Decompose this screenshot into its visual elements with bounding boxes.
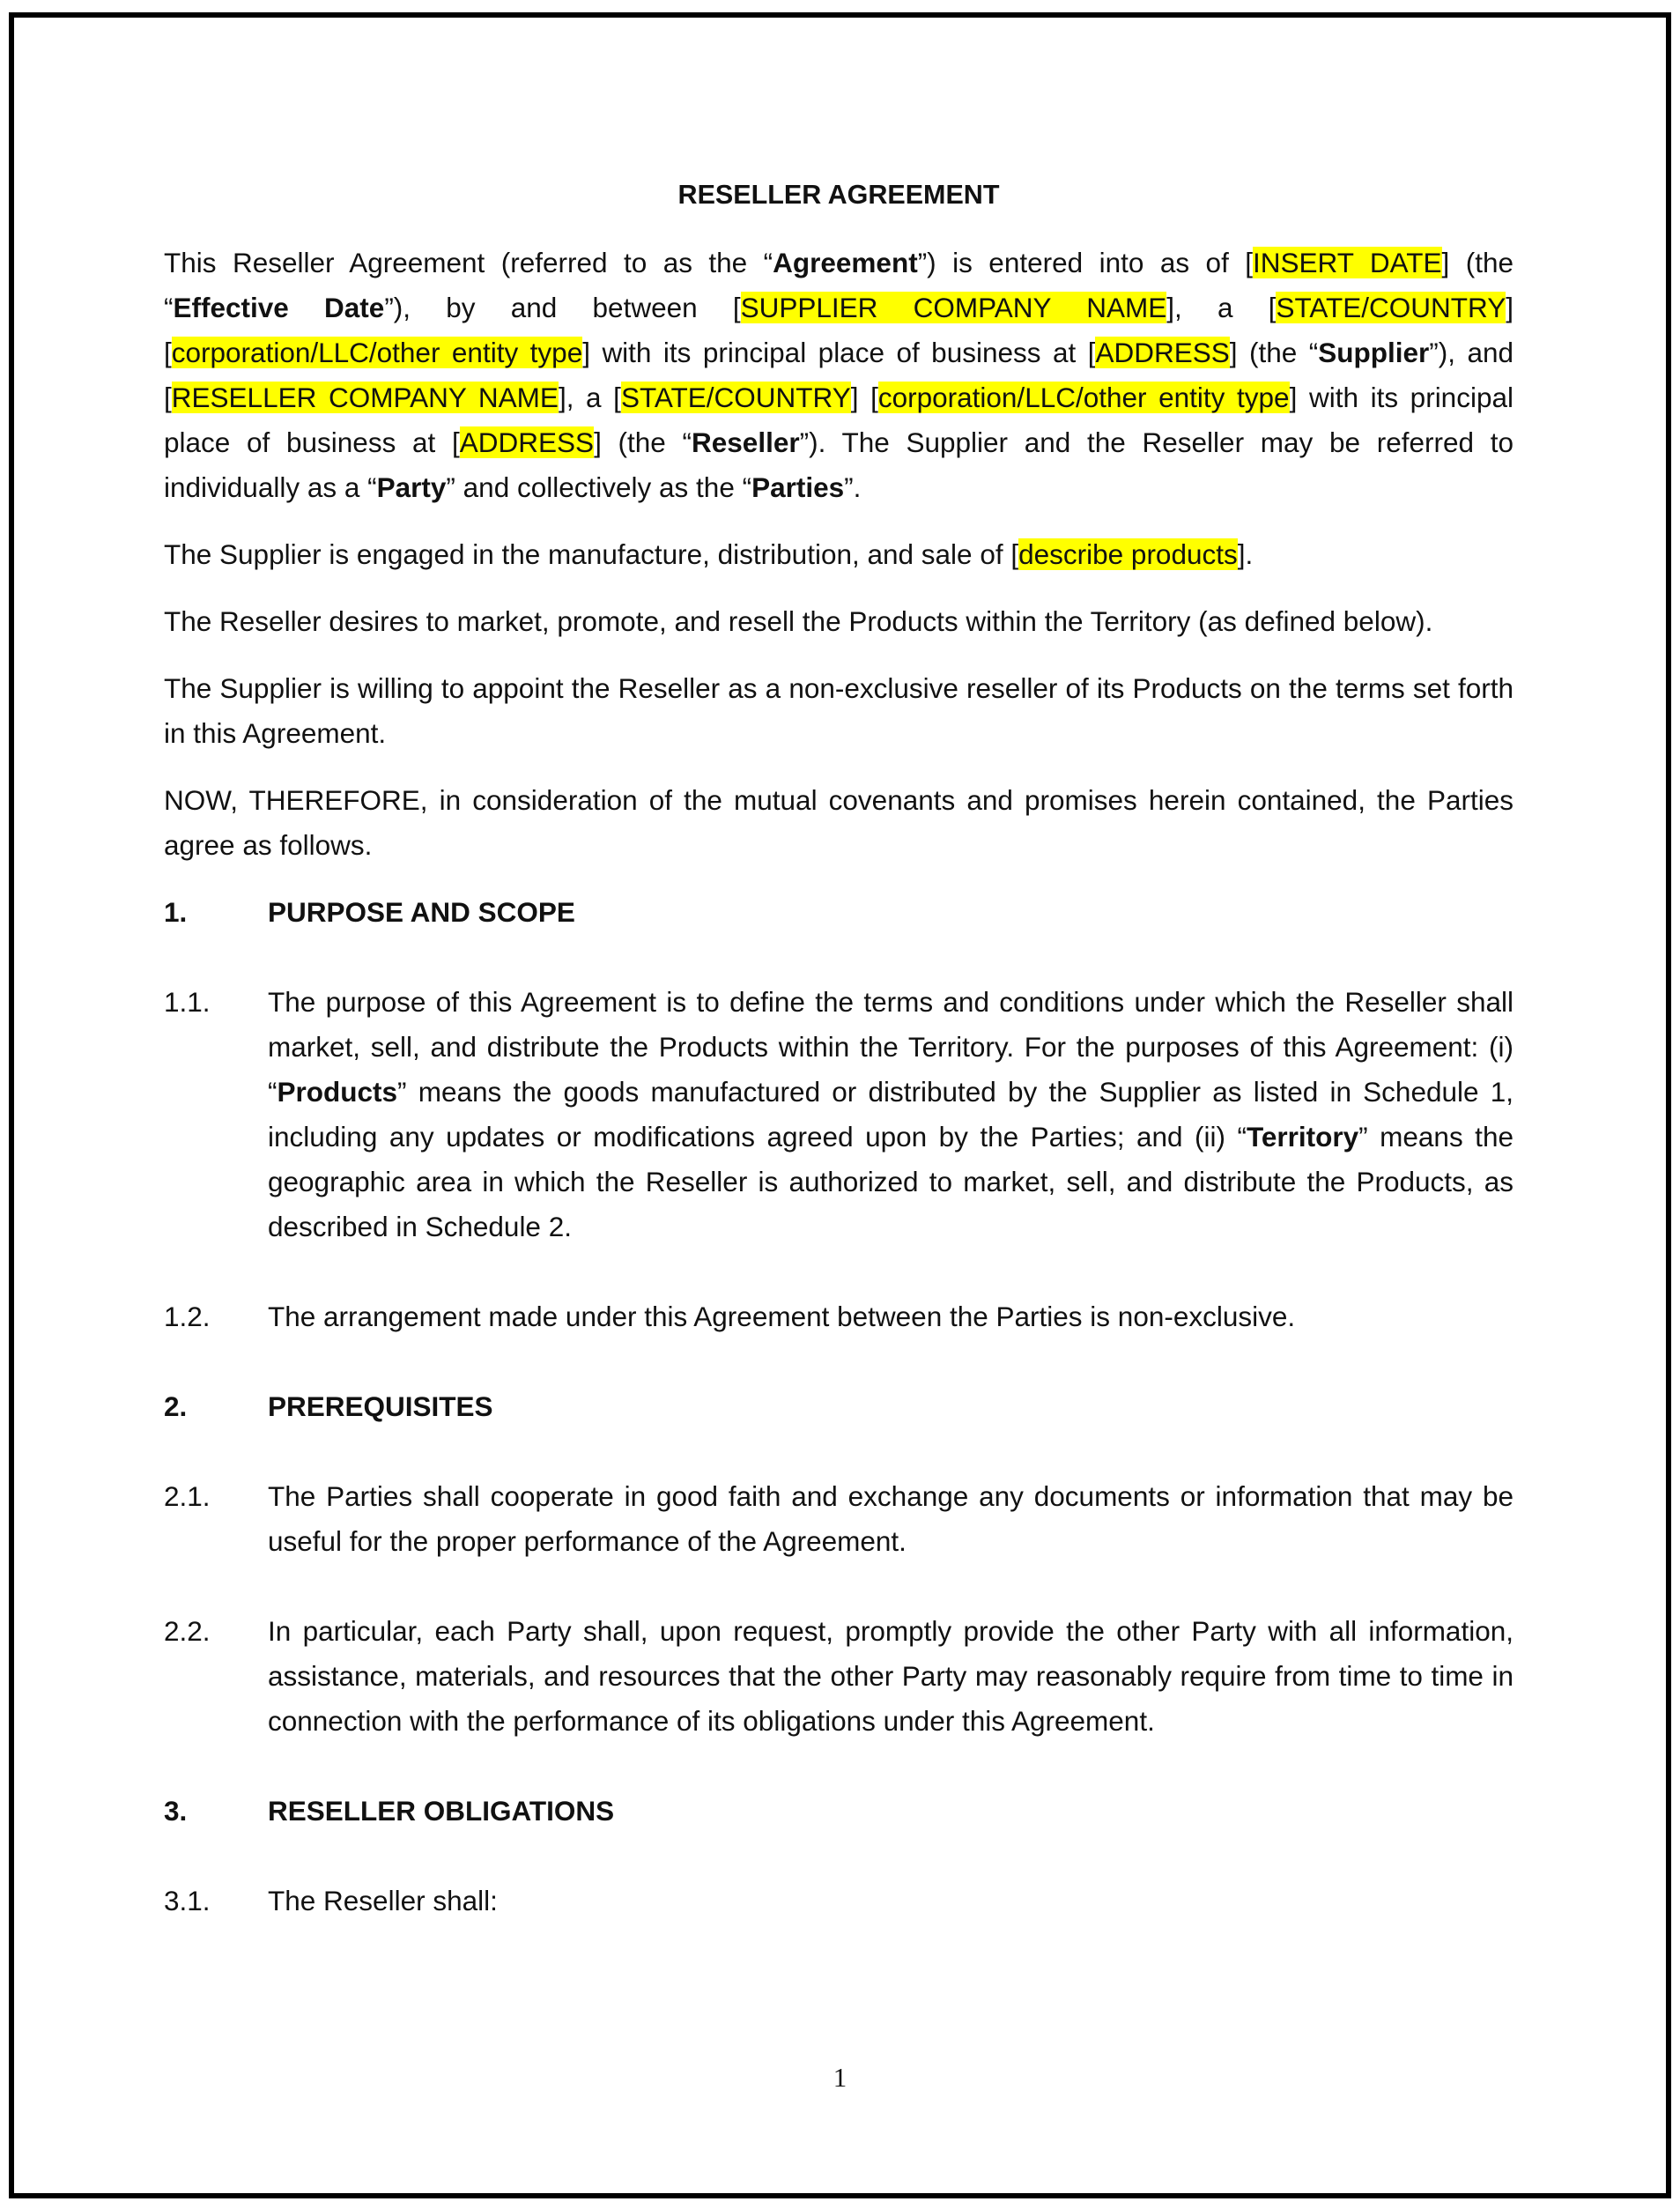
text-run: ”.	[844, 471, 862, 503]
clause-number: 2.1.	[164, 1480, 211, 1512]
clause	[164, 1474, 1513, 1564]
defined-term: Territory	[1246, 1121, 1359, 1153]
defined-term: Effective Date	[173, 292, 385, 323]
clause-number: 2.2.	[164, 1615, 211, 1647]
text-run: ] with its principal place of business at [	[164, 382, 1513, 458]
text-run: ] [	[850, 382, 878, 413]
recital-supplier: The Supplier is willing to appoint the Reseller as a non-exclusive reseller of its Products on the terms set forth in this Agreement.	[164, 672, 1513, 749]
clause	[164, 1294, 1513, 1339]
placeholder-field[interactable]: RESELLER COMPANY NAME	[171, 382, 559, 413]
text-run: ”). The Supplier and the Reseller may be referred to individually as a “	[164, 426, 1514, 503]
placeholder-field[interactable]: STATE/COUNTRY	[1276, 292, 1506, 323]
defined-term: Parties	[751, 471, 845, 503]
text-run: ] (the “	[164, 247, 1513, 323]
placeholder-field[interactable]: corporation/LLC/other entity type	[877, 382, 1290, 413]
clause-number: 1.2.	[164, 1301, 211, 1332]
text-run: ], a [	[558, 382, 621, 413]
clause	[164, 1609, 1513, 1744]
text-run: ”), and [	[164, 337, 1514, 413]
section-title: PREREQUISITES	[268, 1390, 493, 1422]
defined-term: Party	[376, 471, 447, 503]
section-heading	[164, 1384, 1513, 1429]
clause-number: 1.1.	[164, 986, 211, 1018]
clause-text: The Parties shall cooperate in good faith and exchange any documents or information that may be useful for the proper performance of the Agreement.	[268, 1480, 1513, 1557]
defined-term: Products	[277, 1076, 398, 1108]
text-run: ] with its principal place of business at [	[582, 337, 1096, 368]
placeholder-field[interactable]: STATE/COUNTRY	[620, 382, 851, 413]
text-run: ].	[1237, 538, 1254, 570]
text-run: ” and collectively as the “	[446, 471, 752, 503]
text-run: ], a [	[1166, 292, 1277, 323]
defined-term: Supplier	[1318, 337, 1430, 368]
document-body	[164, 173, 1513, 1968]
clause-text	[268, 980, 1513, 1249]
section-heading	[164, 1789, 1513, 1834]
placeholder-field[interactable]: describe products	[1018, 538, 1238, 570]
placeholder-field[interactable]: INSERT DATE	[1253, 247, 1442, 278]
placeholder-field[interactable]: ADDRESS	[459, 426, 595, 458]
section-number: 1.	[164, 896, 188, 928]
text-run: ” means the goods manufactured or distributed by the Supplier as listed in Schedule 1, including any updates or modifications agreed upon by the Parties; and (ii) “	[268, 1076, 1513, 1153]
document-title: RESELLER AGREEMENT	[677, 180, 1000, 210]
clause-text: In particular, each Party shall, upon request, promptly provide the other Party with all information, assistance, materials, and resources that the other Party may reasonably require from time to time in connection with the performance of its obligations under this Agreement.	[268, 1615, 1513, 1737]
text-run: ”), by and between [	[384, 292, 741, 323]
defined-term: Reseller	[692, 426, 800, 458]
text-run: The Supplier is engaged in the manufacture, distribution, and sale of [	[164, 538, 1019, 570]
section-number: 2.	[164, 1390, 188, 1422]
text-run: ] [	[164, 292, 1513, 368]
text-run: ”) is entered into as of [	[917, 247, 1254, 278]
text-run: ] (the “	[1229, 337, 1319, 368]
clause	[164, 1879, 1513, 1924]
section-title: RESELLER OBLIGATIONS	[268, 1795, 615, 1827]
placeholder-field[interactable]: ADDRESS	[1095, 337, 1230, 368]
page-number: 1	[833, 2062, 847, 2093]
recital-reseller: The Reseller desires to market, promote, and resell the Products within the Territory (as defined below).	[164, 605, 1433, 637]
preamble-paragraph	[164, 241, 1513, 510]
text-run: This Reseller Agreement (referred to as the “	[164, 247, 773, 278]
section-title: PURPOSE AND SCOPE	[268, 896, 575, 928]
text-run: ] (the “	[594, 426, 692, 458]
defined-term: Agreement	[773, 247, 918, 278]
section-heading	[164, 890, 1513, 935]
placeholder-field[interactable]: SUPPLIER COMPANY NAME	[740, 292, 1167, 323]
clause-number: 3.1.	[164, 1885, 211, 1916]
clause	[164, 980, 1513, 1249]
section-number: 3.	[164, 1795, 188, 1827]
clause-text: The Reseller shall:	[268, 1885, 498, 1916]
placeholder-field[interactable]: corporation/LLC/other entity type	[171, 337, 583, 368]
text-run: The purpose of this Agreement is to define the terms and conditions under which the Reseller shall market, sell, and distribute the Products within the Territory. For the purposes of this Agreement: (i) “	[268, 986, 1513, 1108]
clause-text: The arrangement made under this Agreement between the Parties is non-exclusive.	[268, 1301, 1296, 1332]
text-run: ” means the geographic area in which the Reseller is authorized to market, sell, and distribute the Products, as described in Schedule 2.	[268, 1121, 1513, 1242]
recital-therefore: NOW, THEREFORE, in consideration of the mutual covenants and promises herein contained, the Parties agree as follows.	[164, 784, 1513, 861]
recital-products	[164, 532, 1513, 577]
